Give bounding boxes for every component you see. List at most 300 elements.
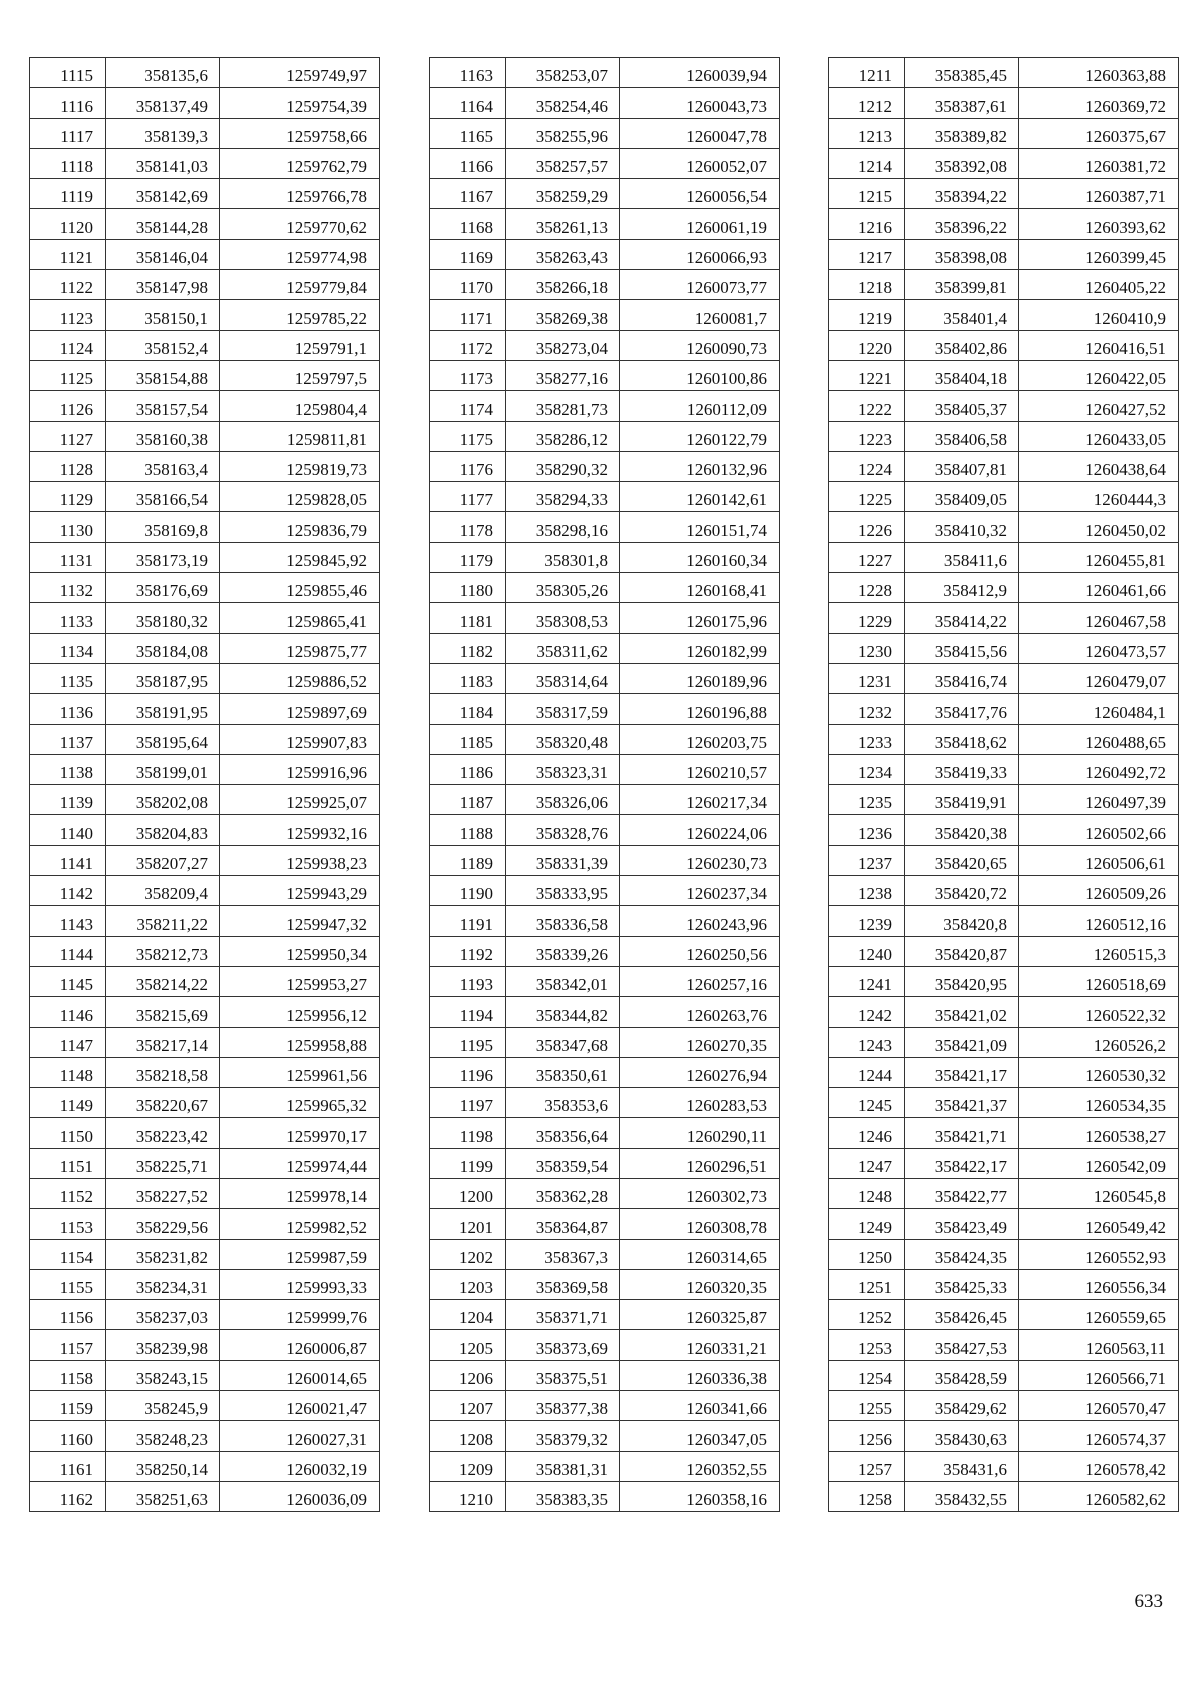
x-coordinate-cell: 358237,03 [106, 1300, 220, 1330]
y-coordinate-cell: 1260556,34 [1019, 1269, 1179, 1299]
table-row [30, 391, 380, 421]
y-coordinate-cell: 1260526,2 [1019, 1027, 1179, 1057]
point-number-cell: 1215 [829, 179, 905, 209]
table-row [829, 1391, 1179, 1421]
y-coordinate-cell: 1260393,62 [1019, 209, 1179, 239]
table-row [829, 1330, 1179, 1360]
table-row [430, 360, 780, 390]
y-coordinate-cell: 1260210,57 [620, 754, 780, 784]
point-number-cell: 1167 [430, 179, 506, 209]
y-coordinate-cell: 1259999,76 [220, 1300, 380, 1330]
y-coordinate-cell: 1260160,34 [620, 542, 780, 572]
table-row [30, 300, 380, 330]
table-row [829, 1239, 1179, 1269]
table-row [430, 330, 780, 360]
point-number-cell: 1151 [30, 1148, 106, 1178]
x-coordinate-cell: 358245,9 [106, 1391, 220, 1421]
x-coordinate-cell: 358353,6 [506, 1088, 620, 1118]
point-number-cell: 1246 [829, 1118, 905, 1148]
y-coordinate-cell: 1259766,78 [220, 179, 380, 209]
y-coordinate-cell: 1260320,35 [620, 1269, 780, 1299]
point-number-cell: 1175 [430, 421, 506, 451]
point-number-cell: 1207 [430, 1391, 506, 1421]
y-coordinate-cell: 1260509,26 [1019, 876, 1179, 906]
y-coordinate-cell: 1260203,75 [620, 724, 780, 754]
table-row [30, 421, 380, 451]
point-number-cell: 1169 [430, 239, 506, 269]
point-number-cell: 1251 [829, 1269, 905, 1299]
table-row [829, 1148, 1179, 1178]
x-coordinate-cell: 358385,45 [905, 58, 1019, 88]
table-row [829, 1088, 1179, 1118]
y-coordinate-cell: 1259970,17 [220, 1118, 380, 1148]
x-coordinate-cell: 358326,06 [506, 785, 620, 815]
y-coordinate-cell: 1260492,72 [1019, 754, 1179, 784]
point-number-cell: 1135 [30, 663, 106, 693]
table-row [829, 391, 1179, 421]
table-row [30, 58, 380, 88]
table-row [829, 633, 1179, 663]
x-coordinate-cell: 358416,74 [905, 663, 1019, 693]
point-number-cell: 1257 [829, 1451, 905, 1481]
x-coordinate-cell: 358367,3 [506, 1239, 620, 1269]
x-coordinate-cell: 358402,86 [905, 330, 1019, 360]
table-row [430, 1057, 780, 1087]
x-coordinate-cell: 358333,95 [506, 876, 620, 906]
y-coordinate-cell: 1260230,73 [620, 845, 780, 875]
y-coordinate-cell: 1260369,72 [1019, 88, 1179, 118]
point-number-cell: 1155 [30, 1269, 106, 1299]
table-row [829, 754, 1179, 784]
x-coordinate-cell: 358214,22 [106, 966, 220, 996]
point-number-cell: 1237 [829, 845, 905, 875]
table-row [829, 785, 1179, 815]
x-coordinate-cell: 358160,38 [106, 421, 220, 451]
x-coordinate-cell: 358253,07 [506, 58, 620, 88]
point-number-cell: 1152 [30, 1178, 106, 1208]
y-coordinate-cell: 1260047,78 [620, 118, 780, 148]
x-coordinate-cell: 358420,65 [905, 845, 1019, 875]
table-row [829, 663, 1179, 693]
table-row [829, 58, 1179, 88]
y-coordinate-cell: 1260566,71 [1019, 1360, 1179, 1390]
point-number-cell: 1142 [30, 876, 106, 906]
table-row [829, 421, 1179, 451]
point-number-cell: 1258 [829, 1481, 905, 1511]
table-row [430, 1269, 780, 1299]
x-coordinate-cell: 358422,77 [905, 1178, 1019, 1208]
x-coordinate-cell: 358420,87 [905, 936, 1019, 966]
point-number-cell: 1146 [30, 997, 106, 1027]
table-row [30, 966, 380, 996]
x-coordinate-cell: 358415,56 [905, 633, 1019, 663]
table-row [829, 724, 1179, 754]
x-coordinate-cell: 358414,22 [905, 603, 1019, 633]
point-number-cell: 1245 [829, 1088, 905, 1118]
x-coordinate-cell: 358420,72 [905, 876, 1019, 906]
table-row [829, 603, 1179, 633]
x-coordinate-cell: 358273,04 [506, 330, 620, 360]
table-row [430, 876, 780, 906]
y-coordinate-cell: 1260189,96 [620, 663, 780, 693]
y-coordinate-cell: 1259785,22 [220, 300, 380, 330]
y-coordinate-cell: 1260263,76 [620, 997, 780, 1027]
y-coordinate-cell: 1260296,51 [620, 1148, 780, 1178]
point-number-cell: 1247 [829, 1148, 905, 1178]
x-coordinate-cell: 358375,51 [506, 1360, 620, 1390]
x-coordinate-cell: 358301,8 [506, 542, 620, 572]
x-coordinate-cell: 358191,95 [106, 694, 220, 724]
point-number-cell: 1255 [829, 1391, 905, 1421]
table-row [430, 1027, 780, 1057]
table-row [30, 603, 380, 633]
x-coordinate-cell: 358215,69 [106, 997, 220, 1027]
y-coordinate-cell: 1260196,88 [620, 694, 780, 724]
x-coordinate-cell: 358432,55 [905, 1481, 1019, 1511]
y-coordinate-cell: 1260427,52 [1019, 391, 1179, 421]
x-coordinate-cell: 358243,15 [106, 1360, 220, 1390]
table-row [30, 118, 380, 148]
y-coordinate-cell: 1260438,64 [1019, 451, 1179, 481]
point-number-cell: 1223 [829, 421, 905, 451]
table-row [829, 1451, 1179, 1481]
y-coordinate-cell: 1260073,77 [620, 270, 780, 300]
y-coordinate-cell: 1260061,19 [620, 209, 780, 239]
table-row [829, 482, 1179, 512]
x-coordinate-cell: 358150,1 [106, 300, 220, 330]
x-coordinate-cell: 358421,02 [905, 997, 1019, 1027]
point-number-cell: 1158 [30, 1360, 106, 1390]
table-row [829, 936, 1179, 966]
point-number-cell: 1133 [30, 603, 106, 633]
y-coordinate-cell: 1260100,86 [620, 360, 780, 390]
x-coordinate-cell: 358229,56 [106, 1209, 220, 1239]
point-number-cell: 1184 [430, 694, 506, 724]
table-row [430, 1239, 780, 1269]
x-coordinate-cell: 358419,91 [905, 785, 1019, 815]
x-coordinate-cell: 358166,54 [106, 482, 220, 512]
point-number-cell: 1154 [30, 1239, 106, 1269]
y-coordinate-cell: 1260515,3 [1019, 936, 1179, 966]
point-number-cell: 1126 [30, 391, 106, 421]
y-coordinate-cell: 1259875,77 [220, 633, 380, 663]
table-row [430, 391, 780, 421]
y-coordinate-cell: 1259916,96 [220, 754, 380, 784]
x-coordinate-cell: 358259,29 [506, 179, 620, 209]
y-coordinate-cell: 1260405,22 [1019, 270, 1179, 300]
table-row [30, 179, 380, 209]
x-coordinate-cell: 358420,8 [905, 906, 1019, 936]
table-row [30, 209, 380, 239]
y-coordinate-cell: 1260563,11 [1019, 1330, 1179, 1360]
x-coordinate-cell: 358364,87 [506, 1209, 620, 1239]
table-row [30, 360, 380, 390]
table-row [829, 694, 1179, 724]
point-number-cell: 1165 [430, 118, 506, 148]
table-row [430, 845, 780, 875]
table-row [30, 330, 380, 360]
point-number-cell: 1177 [430, 482, 506, 512]
table-row [430, 209, 780, 239]
y-coordinate-cell: 1260276,94 [620, 1057, 780, 1087]
point-number-cell: 1209 [430, 1451, 506, 1481]
y-coordinate-cell: 1260325,87 [620, 1300, 780, 1330]
y-coordinate-cell: 1260250,56 [620, 936, 780, 966]
y-coordinate-cell: 1259993,33 [220, 1269, 380, 1299]
x-coordinate-cell: 358379,32 [506, 1421, 620, 1451]
point-number-cell: 1238 [829, 876, 905, 906]
x-coordinate-cell: 358411,6 [905, 542, 1019, 572]
y-coordinate-cell: 1260574,37 [1019, 1421, 1179, 1451]
point-number-cell: 1206 [430, 1360, 506, 1390]
y-coordinate-cell: 1260027,31 [220, 1421, 380, 1451]
x-coordinate-cell: 358212,73 [106, 936, 220, 966]
point-number-cell: 1248 [829, 1178, 905, 1208]
coordinates-table-3 [828, 57, 1179, 1512]
x-coordinate-cell: 358430,63 [905, 1421, 1019, 1451]
y-coordinate-cell: 1260066,93 [620, 239, 780, 269]
y-coordinate-cell: 1260375,67 [1019, 118, 1179, 148]
x-coordinate-cell: 358392,08 [905, 148, 1019, 178]
point-number-cell: 1173 [430, 360, 506, 390]
x-coordinate-cell: 358251,63 [106, 1481, 220, 1511]
x-coordinate-cell: 358195,64 [106, 724, 220, 754]
y-coordinate-cell: 1259943,29 [220, 876, 380, 906]
table-row [829, 1269, 1179, 1299]
y-coordinate-cell: 1260473,57 [1019, 633, 1179, 663]
table-row [30, 1330, 380, 1360]
y-coordinate-cell: 1259749,97 [220, 58, 380, 88]
x-coordinate-cell: 358209,4 [106, 876, 220, 906]
x-coordinate-cell: 358263,43 [506, 239, 620, 269]
table-row [829, 512, 1179, 542]
x-coordinate-cell: 358387,61 [905, 88, 1019, 118]
point-number-cell: 1172 [430, 330, 506, 360]
y-coordinate-cell: 1260175,96 [620, 603, 780, 633]
table-row [30, 1118, 380, 1148]
x-coordinate-cell: 358426,45 [905, 1300, 1019, 1330]
x-coordinate-cell: 358250,14 [106, 1451, 220, 1481]
x-coordinate-cell: 358421,71 [905, 1118, 1019, 1148]
y-coordinate-cell: 1260534,35 [1019, 1088, 1179, 1118]
table-row [30, 451, 380, 481]
y-coordinate-cell: 1260450,02 [1019, 512, 1179, 542]
x-coordinate-cell: 358305,26 [506, 573, 620, 603]
point-number-cell: 1249 [829, 1209, 905, 1239]
x-coordinate-cell: 358154,88 [106, 360, 220, 390]
table-row [30, 845, 380, 875]
table-row [30, 573, 380, 603]
y-coordinate-cell: 1259845,92 [220, 542, 380, 572]
y-coordinate-cell: 1260336,38 [620, 1360, 780, 1390]
x-coordinate-cell: 358173,19 [106, 542, 220, 572]
x-coordinate-cell: 358398,08 [905, 239, 1019, 269]
point-number-cell: 1196 [430, 1057, 506, 1087]
table-row [430, 270, 780, 300]
table-row [430, 694, 780, 724]
y-coordinate-cell: 1260479,07 [1019, 663, 1179, 693]
y-coordinate-cell: 1260545,8 [1019, 1178, 1179, 1208]
y-coordinate-cell: 1260461,66 [1019, 573, 1179, 603]
y-coordinate-cell: 1260484,1 [1019, 694, 1179, 724]
x-coordinate-cell: 358157,54 [106, 391, 220, 421]
y-coordinate-cell: 1259958,88 [220, 1027, 380, 1057]
y-coordinate-cell: 1260455,81 [1019, 542, 1179, 572]
y-coordinate-cell: 1260582,62 [1019, 1481, 1179, 1511]
table-row [30, 785, 380, 815]
point-number-cell: 1199 [430, 1148, 506, 1178]
table-row [30, 1148, 380, 1178]
table-row [430, 603, 780, 633]
table-row [430, 1391, 780, 1421]
y-coordinate-cell: 1260081,7 [620, 300, 780, 330]
point-number-cell: 1187 [430, 785, 506, 815]
x-coordinate-cell: 358425,33 [905, 1269, 1019, 1299]
point-number-cell: 1136 [30, 694, 106, 724]
table-row [829, 815, 1179, 845]
x-coordinate-cell: 358404,18 [905, 360, 1019, 390]
table-row [30, 88, 380, 118]
point-number-cell: 1159 [30, 1391, 106, 1421]
table-row [829, 1481, 1179, 1511]
table-row [829, 542, 1179, 572]
y-coordinate-cell: 1259978,14 [220, 1178, 380, 1208]
table-row [430, 1421, 780, 1451]
point-number-cell: 1182 [430, 633, 506, 663]
y-coordinate-cell: 1260122,79 [620, 421, 780, 451]
y-coordinate-cell: 1260021,47 [220, 1391, 380, 1421]
point-number-cell: 1191 [430, 906, 506, 936]
x-coordinate-cell: 358211,22 [106, 906, 220, 936]
x-coordinate-cell: 358317,59 [506, 694, 620, 724]
x-coordinate-cell: 358396,22 [905, 209, 1019, 239]
y-coordinate-cell: 1260570,47 [1019, 1391, 1179, 1421]
x-coordinate-cell: 358381,31 [506, 1451, 620, 1481]
point-number-cell: 1208 [430, 1421, 506, 1451]
point-number-cell: 1242 [829, 997, 905, 1027]
point-number-cell: 1176 [430, 451, 506, 481]
x-coordinate-cell: 358320,48 [506, 724, 620, 754]
table-row [829, 118, 1179, 148]
y-coordinate-cell: 1260217,34 [620, 785, 780, 815]
y-coordinate-cell: 1260039,94 [620, 58, 780, 88]
x-coordinate-cell: 358217,14 [106, 1027, 220, 1057]
table-row [30, 1088, 380, 1118]
point-number-cell: 1200 [430, 1178, 506, 1208]
y-coordinate-cell: 1260497,39 [1019, 785, 1179, 815]
y-coordinate-cell: 1260006,87 [220, 1330, 380, 1360]
x-coordinate-cell: 358407,81 [905, 451, 1019, 481]
x-coordinate-cell: 358406,58 [905, 421, 1019, 451]
table-row [30, 1178, 380, 1208]
point-number-cell: 1124 [30, 330, 106, 360]
point-number-cell: 1189 [430, 845, 506, 875]
x-coordinate-cell: 358294,33 [506, 482, 620, 512]
point-number-cell: 1229 [829, 603, 905, 633]
x-coordinate-cell: 358281,73 [506, 391, 620, 421]
y-coordinate-cell: 1260502,66 [1019, 815, 1179, 845]
table-row [829, 330, 1179, 360]
y-coordinate-cell: 1259953,27 [220, 966, 380, 996]
point-number-cell: 1132 [30, 573, 106, 603]
y-coordinate-cell: 1259956,12 [220, 997, 380, 1027]
table-row [30, 1209, 380, 1239]
y-coordinate-cell: 1260347,05 [620, 1421, 780, 1451]
point-number-cell: 1197 [430, 1088, 506, 1118]
point-number-cell: 1217 [829, 239, 905, 269]
table-row [829, 239, 1179, 269]
table-row [430, 1360, 780, 1390]
y-coordinate-cell: 1260381,72 [1019, 148, 1179, 178]
x-coordinate-cell: 358417,76 [905, 694, 1019, 724]
point-number-cell: 1143 [30, 906, 106, 936]
y-coordinate-cell: 1260283,53 [620, 1088, 780, 1118]
x-coordinate-cell: 358371,71 [506, 1300, 620, 1330]
x-coordinate-cell: 358202,08 [106, 785, 220, 815]
x-coordinate-cell: 358423,49 [905, 1209, 1019, 1239]
x-coordinate-cell: 358257,57 [506, 148, 620, 178]
x-coordinate-cell: 358428,59 [905, 1360, 1019, 1390]
y-coordinate-cell: 1260036,09 [220, 1481, 380, 1511]
x-coordinate-cell: 358184,08 [106, 633, 220, 663]
point-number-cell: 1234 [829, 754, 905, 784]
x-coordinate-cell: 358409,05 [905, 482, 1019, 512]
y-coordinate-cell: 1259947,32 [220, 906, 380, 936]
point-number-cell: 1205 [430, 1330, 506, 1360]
point-number-cell: 1118 [30, 148, 106, 178]
y-coordinate-cell: 1260358,16 [620, 1481, 780, 1511]
x-coordinate-cell: 358424,35 [905, 1239, 1019, 1269]
x-coordinate-cell: 358311,62 [506, 633, 620, 663]
point-number-cell: 1128 [30, 451, 106, 481]
table-row [430, 997, 780, 1027]
x-coordinate-cell: 358383,35 [506, 1481, 620, 1511]
x-coordinate-cell: 358344,82 [506, 997, 620, 1027]
y-coordinate-cell: 1260506,61 [1019, 845, 1179, 875]
x-coordinate-cell: 358255,96 [506, 118, 620, 148]
point-number-cell: 1226 [829, 512, 905, 542]
point-number-cell: 1160 [30, 1421, 106, 1451]
x-coordinate-cell: 358254,46 [506, 88, 620, 118]
point-number-cell: 1123 [30, 300, 106, 330]
point-number-cell: 1148 [30, 1057, 106, 1087]
table-row [30, 1421, 380, 1451]
x-coordinate-cell: 358347,68 [506, 1027, 620, 1057]
y-coordinate-cell: 1260032,19 [220, 1451, 380, 1481]
point-number-cell: 1214 [829, 148, 905, 178]
x-coordinate-cell: 358420,38 [905, 815, 1019, 845]
point-number-cell: 1147 [30, 1027, 106, 1057]
table-row [30, 482, 380, 512]
y-coordinate-cell: 1260314,65 [620, 1239, 780, 1269]
table-row [829, 451, 1179, 481]
x-coordinate-cell: 358261,13 [506, 209, 620, 239]
table-row [430, 1481, 780, 1511]
x-coordinate-cell: 358323,31 [506, 754, 620, 784]
x-coordinate-cell: 358350,61 [506, 1057, 620, 1087]
table-row [30, 1269, 380, 1299]
point-number-cell: 1149 [30, 1088, 106, 1118]
point-number-cell: 1183 [430, 663, 506, 693]
table-row [430, 512, 780, 542]
x-coordinate-cell: 358419,33 [905, 754, 1019, 784]
table-row [430, 633, 780, 663]
point-number-cell: 1241 [829, 966, 905, 996]
x-coordinate-cell: 358314,64 [506, 663, 620, 693]
table-row [829, 1027, 1179, 1057]
point-number-cell: 1115 [30, 58, 106, 88]
x-coordinate-cell: 358339,26 [506, 936, 620, 966]
